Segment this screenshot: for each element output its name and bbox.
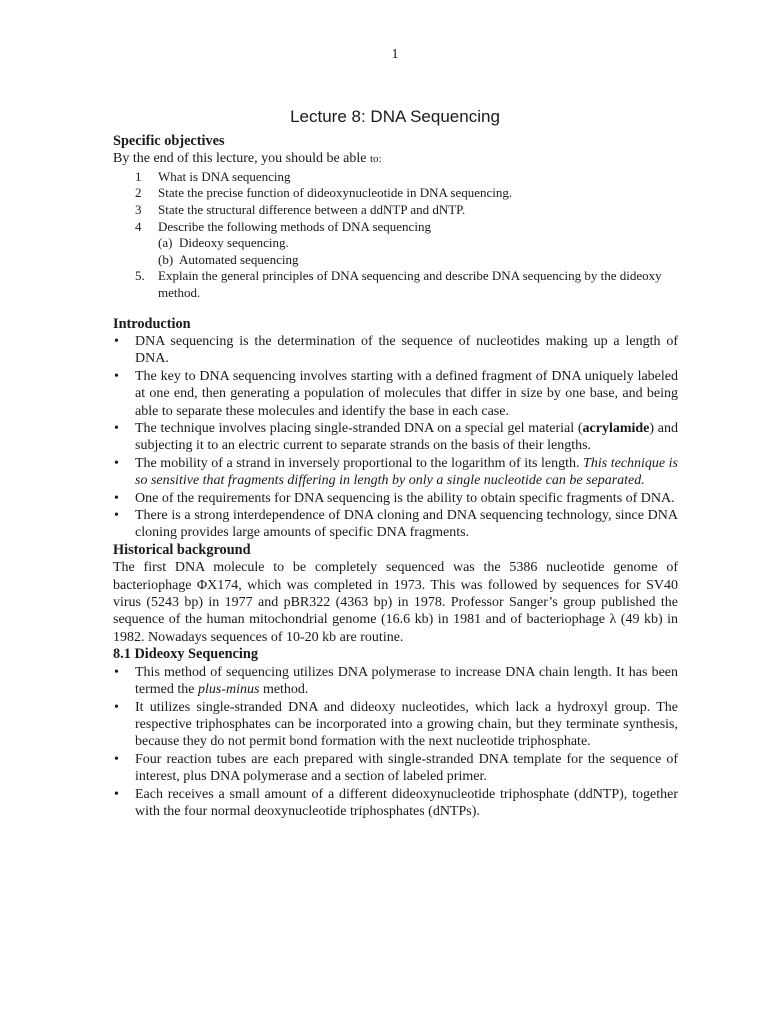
list-item: • The key to DNA sequencing involves starting with a defined fragment of DNA uniquely labeled at one end, then generating a population of molecules that differ in size by one base, and being able to separate these molecules and identify the base in each case. [114,368,678,419]
list-item: • The mobility of a strand in inversely proportional to the logarithm of its length. This technique is so sensitive that fragments differing in length by only a single nucleotide can be separated. [114,455,679,489]
dideoxy-list [113,664,678,821]
list-item: • One of the requirements for DNA sequencing is the ability to obtain specific fragments of DNA. [114,490,675,506]
page-number: 1 [391,47,399,62]
list-item: • Four reaction tubes are each prepared with single-stranded DNA template for the sequence of interest, plus DNA polymerase and a section of labeled primer. [114,751,678,785]
objective-item: 3 State the structural difference between a ddNTP and dNTP. [135,202,466,217]
list-item: • DNA sequencing is the determination of the sequence of nucleotides making up a length of DNA. [114,333,678,367]
objective-sublist [158,235,678,268]
page-title: Lecture 8: DNA Sequencing [290,107,500,126]
objective-subitem: (b) Automated sequencing [158,251,299,267]
introduction-list [113,333,678,542]
list-item: • Each receives a small amount of a different dideoxynucleotide triphosphate (ddNTP), together with the four normal deoxynucleotide triphosphates (dNTPs). [114,786,678,819]
objective-item: 5. Explain the general principles of DNA sequencing and describe DNA sequencing by the dideoxy method. [135,268,662,300]
list-item: • It utilizes single-stranded DNA and dideoxy nucleotides, which lack a hydroxyl group. The respective triphosphates can be incorporated into a growing chain, but they terminate synthesis, because they do not permit bond formation with the next nucleotide triphosphate. [114,699,678,750]
objectives-intro: By the end of this lecture, you should be able to: [113,151,382,167]
history-paragraph: The first DNA molecule to be completely sequenced was the 5386 nucleotide genome of bacteriophage ΦX174, which was completed in 1973. This was followed by sequences for SV40 virus (5243 bp) in 1977 and pBR322 (4363 bp) in 1978. Professor Sanger’s group published the sequence of the human mitochondrial genome (16.6 kb) in 1981 and of bacteriophage λ (49 kb) in 1982. Nowadays sequences of 10-20 kb are routine. [113,560,678,645]
list-item: • The technique involves placing single-stranded DNA on a special gel material (acrylamide) and subjecting it to an electric current to separate strands on the basis of their lengths. [114,421,678,454]
objectives-list [113,169,678,302]
document-body [113,133,678,820]
objective-item: 4 Describe the following methods of DNA sequencing (a) Dideoxy sequencing. (b) Automated sequencing [113,219,678,269]
objective-item: 1 What is DNA sequencing [135,168,291,184]
objective-subitem: (a) Dideoxy sequencing. [158,235,289,251]
dideoxy-heading: 8.1 Dideoxy Sequencing [113,646,258,663]
history-heading: Historical background [113,541,251,558]
objective-item: 2 State the precise function of dideoxynucleotide in DNA sequencing. [135,185,513,201]
list-item: • There is a strong interdependence of DNA cloning and DNA sequencing technology, since DNA cloning provides large amounts of specific DNA fragments. [114,508,678,541]
objectives-heading: Specific objectives [113,133,225,149]
introduction-heading: Introduction [113,315,191,332]
list-item: • This method of sequencing utilizes DNA polymerase to increase DNA chain length. It has been termed the plus-minus method. [114,664,678,698]
